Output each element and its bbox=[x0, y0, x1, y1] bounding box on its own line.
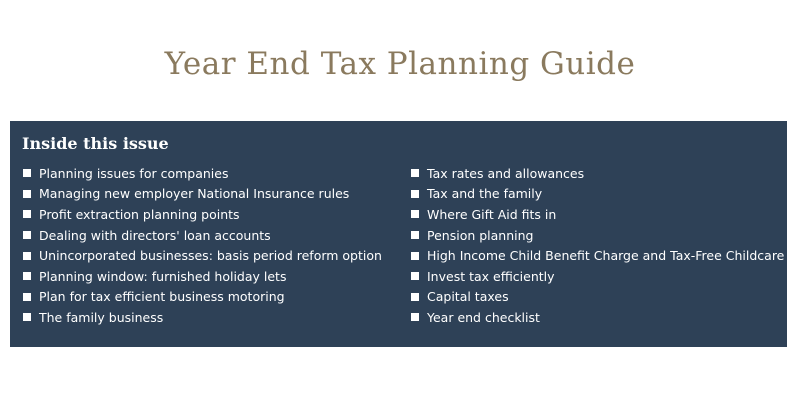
list-item bbox=[411, 307, 784, 328]
list-item-label: Pension planning bbox=[427, 227, 534, 243]
list-item bbox=[411, 266, 784, 287]
list-item-label: Managing new employer National Insurance rules bbox=[39, 186, 350, 202]
list-item bbox=[411, 163, 784, 184]
list-item-label: Where Gift Aid fits in bbox=[427, 206, 557, 222]
square-bullet-icon bbox=[23, 231, 31, 239]
square-bullet-icon bbox=[23, 169, 31, 177]
list-item bbox=[411, 184, 784, 205]
list-item bbox=[23, 204, 382, 225]
list-item-label: Dealing with directors' loan accounts bbox=[39, 227, 271, 243]
list-item-label: Tax rates and allowances bbox=[427, 165, 585, 181]
contents-list-left bbox=[23, 163, 382, 328]
square-bullet-icon bbox=[411, 210, 419, 218]
square-bullet-icon bbox=[23, 272, 31, 280]
square-bullet-icon bbox=[411, 169, 419, 177]
list-item bbox=[411, 225, 784, 246]
list-item bbox=[23, 266, 382, 287]
square-bullet-icon bbox=[411, 313, 419, 321]
list-item-label: Year end checklist bbox=[427, 309, 540, 325]
list-item bbox=[23, 245, 382, 266]
list-item-label: Profit extraction planning points bbox=[39, 206, 240, 222]
page-title: Year End Tax Planning Guide bbox=[164, 46, 636, 82]
list-item-label: Plan for tax efficient business motoring bbox=[39, 289, 285, 305]
list-item-label: Invest tax efficiently bbox=[427, 268, 555, 284]
panel-heading: Inside this issue bbox=[22, 134, 169, 153]
contents-list-right bbox=[411, 163, 784, 328]
square-bullet-icon bbox=[411, 293, 419, 301]
list-item bbox=[23, 225, 382, 246]
list-item bbox=[23, 287, 382, 308]
square-bullet-icon bbox=[411, 272, 419, 280]
list-item-label: The family business bbox=[39, 309, 164, 325]
square-bullet-icon bbox=[23, 313, 31, 321]
list-item bbox=[23, 307, 382, 328]
list-item bbox=[23, 184, 382, 205]
contents-panel bbox=[10, 121, 787, 347]
list-item-label: High Income Child Benefit Charge and Tax-Free Childcare bbox=[427, 248, 785, 264]
list-item-label: Unincorporated businesses: basis period reform option bbox=[39, 248, 382, 264]
list-item bbox=[411, 287, 784, 308]
list-item-label: Tax and the family bbox=[427, 186, 543, 202]
list-item bbox=[411, 245, 784, 266]
list-item bbox=[23, 163, 382, 184]
list-item-label: Capital taxes bbox=[427, 289, 509, 305]
square-bullet-icon bbox=[411, 190, 419, 198]
square-bullet-icon bbox=[23, 252, 31, 260]
square-bullet-icon bbox=[23, 293, 31, 301]
list-item-label: Planning issues for companies bbox=[39, 165, 229, 181]
square-bullet-icon bbox=[411, 231, 419, 239]
list-item-label: Planning window: furnished holiday lets bbox=[39, 268, 287, 284]
square-bullet-icon bbox=[23, 210, 31, 218]
square-bullet-icon bbox=[411, 252, 419, 260]
list-item bbox=[411, 204, 784, 225]
square-bullet-icon bbox=[23, 190, 31, 198]
